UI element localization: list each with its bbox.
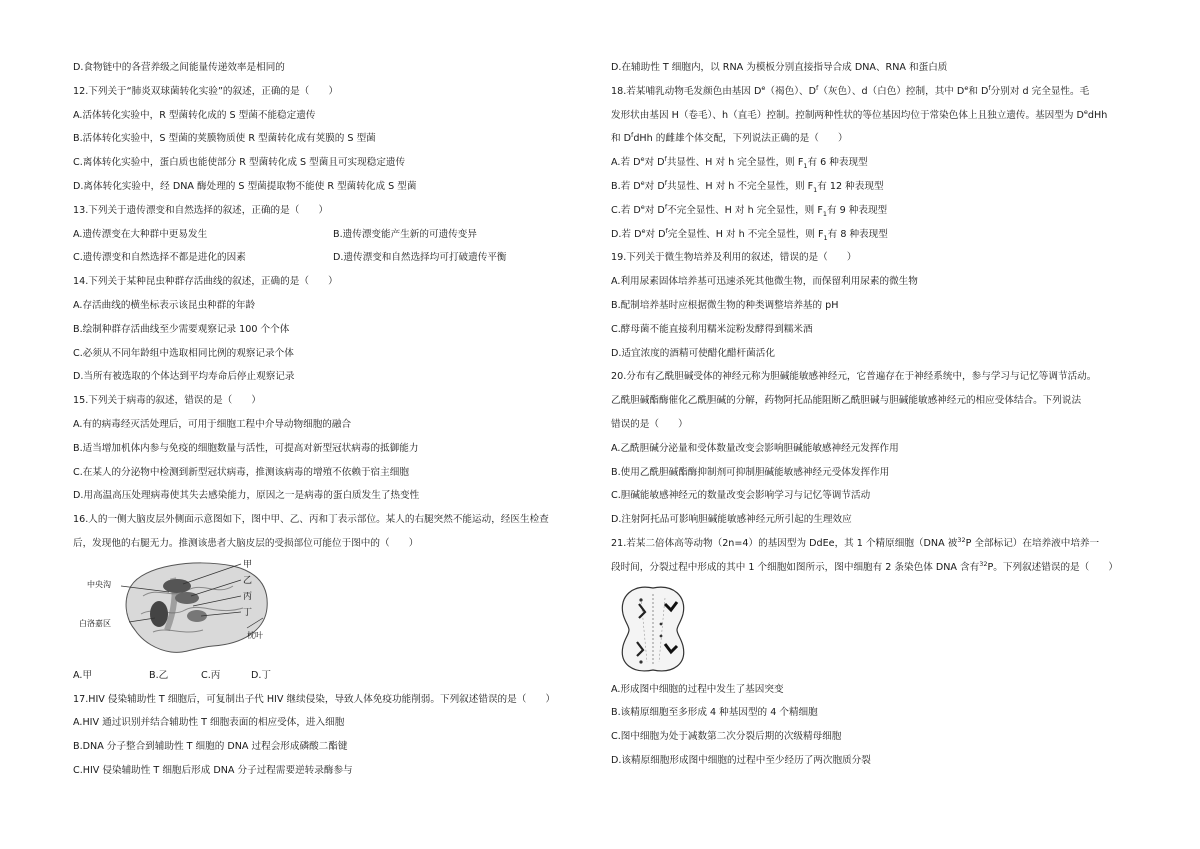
question-20-stem-line-1: 20.分布有乙酰胆碱受体的神经元称为胆碱能敏感神经元，它普遍存在于神经系统中，参与学习与记忆等调节活动。 bbox=[611, 371, 1097, 383]
q17-option-c: C.HIV 侵染辅助性 T 细胞后形成 DNA 分子过程需要逆转录酶参与 bbox=[73, 764, 353, 776]
region-jia bbox=[163, 579, 191, 593]
q18-text: 18.若某哺乳动物毛发颜色由基因 D bbox=[611, 85, 762, 97]
q18-option-c bbox=[611, 199, 1133, 223]
question-18-stem-line-2 bbox=[611, 104, 1133, 128]
label-jia: 甲 bbox=[243, 559, 253, 570]
label-yi: 乙 bbox=[243, 575, 253, 586]
q21-option-c: C.图中细胞为处于减数第二次分裂后期的次级精母细胞 bbox=[611, 731, 842, 743]
label-baiqiang: 白洛嘉区 bbox=[79, 618, 111, 628]
sup: e bbox=[761, 83, 766, 92]
question-16-stem-line-2: 后，发现他的右腿无力。推测该患者大脑皮层的受损部位可能位于图中的（ ） bbox=[73, 537, 419, 549]
sub: 1 bbox=[822, 209, 827, 218]
sup: f bbox=[664, 155, 667, 163]
q18-text: B.若 D bbox=[611, 180, 641, 192]
sup: f bbox=[631, 131, 634, 140]
q19-option-a: A.利用尿素固体培养基可迅速杀死其他微生物，而保留利用尿素的微生物 bbox=[611, 276, 918, 288]
label-ding: 丁 bbox=[243, 607, 253, 618]
q18-text: A.若 D bbox=[611, 157, 641, 169]
q14-option-b: B.绘制种群存活曲线至少需要观察记录 100 个个体 bbox=[73, 323, 290, 335]
region-bing bbox=[150, 601, 168, 627]
q18-text: 和 D bbox=[968, 85, 989, 97]
q18-text: 共显性、H 对 h 完全显性，则 F bbox=[666, 157, 804, 169]
q18-text: 不完全显性、H 对 h 完全显性，则 F bbox=[667, 204, 823, 216]
sup: 32 bbox=[957, 535, 966, 544]
q18-text: C.若 D bbox=[611, 204, 641, 216]
sup: f bbox=[815, 83, 819, 92]
q18-text: 共显性、H 对 h 不完全显性，则 F bbox=[667, 180, 814, 192]
q12-option-a: A.活体转化实验中，R 型菌转化成的 S 型菌不能稳定遗传 bbox=[73, 109, 316, 121]
q15-option-d: D.用高温高压处理病毒使其失去感染能力，原因之一是病毒的蛋白质发生了热变性 bbox=[73, 490, 420, 502]
q15-option-a: A.有的病毒经灭活处理后，可用于细胞工程中介导动物细胞的融合 bbox=[73, 418, 352, 430]
q18-option-d bbox=[611, 223, 1133, 247]
question-13-stem: 13.下列关于遗传漂变和自然选择的叙述，正确的是（ ） bbox=[73, 204, 329, 216]
sup: f bbox=[664, 178, 667, 187]
question-21-stem-line-2 bbox=[611, 556, 1133, 580]
cell-diagram bbox=[611, 580, 731, 678]
question-21-stem-line-1 bbox=[611, 532, 1133, 556]
q14-option-d: D.当所有被选取的个体达到平均寿命后停止观察记录 bbox=[73, 371, 295, 383]
q18-text: （灰色）、d（白色）控制，其中 D bbox=[818, 85, 965, 97]
q21-text: 21.若某二倍体高等动物（2n=4）的基因型为 DdEe，其 1 个精原细胞（DNA 被 bbox=[611, 537, 958, 549]
question-20-stem-line-2: 乙酰胆碱酯酶催化乙酰胆碱的分解，药物阿托品能阻断乙酰胆碱与胆碱能敏感神经元的相应受体结合。下列说法 bbox=[611, 395, 1082, 407]
q20-option-d: D.注射阿托品可影响胆碱能敏感神经元所引起的生理效应 bbox=[611, 514, 852, 526]
sup: 32 bbox=[979, 559, 988, 568]
label-zhongyang: 中央沟 bbox=[87, 579, 111, 589]
q21-option-d: D.该精原细胞形成图中细胞的过程中至少经历了两次胞质分裂 bbox=[611, 754, 871, 766]
q13-option-d: D.遗传漂变和自然选择均可打破遗传平衡 bbox=[333, 252, 507, 264]
q12-option-d: D.离体转化实验中，经 DNA 酶处理的 S 型菌提取物不能使 R 型菌转化成 S 型菌 bbox=[73, 180, 417, 192]
question-20-stem-line-3: 错误的是（ ） bbox=[611, 418, 688, 430]
q12-option-c: C.离体转化实验中，蛋白质也能使部分 R 型菌转化成 S 型菌且可实现稳定遗传 bbox=[73, 157, 406, 169]
q16-options bbox=[73, 664, 593, 688]
brain-diagram bbox=[73, 556, 333, 664]
question-15-stem: 15.下列关于病毒的叙述，错误的是（ ） bbox=[73, 395, 261, 407]
q18-text: 有 8 种表现型 bbox=[827, 228, 888, 240]
gene-mark bbox=[660, 634, 663, 637]
sup: f bbox=[664, 202, 668, 211]
q18-text: 有 6 种表现型 bbox=[807, 157, 868, 169]
question-18-stem-line-1 bbox=[611, 80, 1133, 104]
q17-option-b: B.DNA 分子整合到辅助性 T 细胞的 DNA 过程会形成磷酸二酯键 bbox=[73, 741, 348, 753]
q18-text: （褐色）、D bbox=[765, 85, 816, 97]
gene-mark bbox=[639, 660, 642, 663]
q18-text: 有 9 种表现型 bbox=[826, 204, 888, 216]
q18-text: 发形状由基因 H（卷毛）、h（直毛）控制。控制两种性状的等位基因均位于常染色体上且独立遗传。基因型为 D bbox=[611, 109, 1084, 121]
q14-option-c: C.必须从不同年龄组中选取相同比例的观察记录个体 bbox=[73, 347, 294, 359]
sub: 1 bbox=[803, 162, 808, 171]
q19-option-c: C.酵母菌不能直接利用糯米淀粉发酵得到糯米酒 bbox=[611, 323, 813, 335]
q18-text: 对 D bbox=[645, 228, 666, 240]
q16-option-b: B.乙 bbox=[149, 669, 169, 681]
sub: 1 bbox=[813, 185, 818, 194]
q18-text: 对 D bbox=[644, 204, 665, 216]
gene-mark bbox=[639, 598, 642, 601]
sup: f bbox=[665, 226, 668, 235]
q20-option-c: C.胆碱能敏感神经元的数量改变会影响学习与记忆等调节活动 bbox=[611, 490, 871, 502]
q13-options-row-1 bbox=[73, 223, 593, 247]
label-zhenye: 枕叶 bbox=[247, 630, 263, 640]
sup: e bbox=[964, 83, 969, 92]
q15-option-c: C.在某人的分泌物中检测到新型冠状病毒，推测该病毒的增殖不依赖于宿主细胞 bbox=[73, 466, 409, 478]
q21-text: P 全部标记）在培养液中培养一 bbox=[965, 537, 1100, 549]
q15-option-b: B.适当增加机体内参与免疫的细胞数量与活性，可提高对新型冠状病毒的抵御能力 bbox=[73, 442, 419, 454]
dividing-cell-figure bbox=[611, 580, 1133, 678]
q18-text: 对 D bbox=[644, 180, 665, 192]
q13-option-b: B.遗传漂变能产生新的可遗传变异 bbox=[333, 228, 477, 240]
q18-text: 有 12 种表现型 bbox=[817, 180, 884, 192]
q19-option-d: D.适宜浓度的酒精可使醋化醋杆菌活化 bbox=[611, 347, 775, 359]
q14-option-a: A.存活曲线的横坐标表示该昆虫种群的年龄 bbox=[73, 299, 256, 311]
q17-option-d: D.在辅助性 T 细胞内，以 RNA 为模板分别直接指导合成 DNA、RNA 和蛋白质 bbox=[611, 62, 948, 73]
q18-text: D.若 D bbox=[611, 228, 642, 240]
q13-options-row-2 bbox=[73, 246, 593, 270]
q13-option-c: C.遗传漂变和自然选择不都是进化的因素 bbox=[73, 252, 246, 264]
sup: e bbox=[1083, 107, 1088, 116]
q21-option-b: B.该精原细胞至多形成 4 种基因型的 4 个精细胞 bbox=[611, 707, 818, 719]
sup: e bbox=[640, 155, 645, 163]
q21-text: 段时间，分裂过程中形成的其中 1 个细胞如图所示，图中细胞有 2 条染色体 DNA 含有 bbox=[611, 561, 980, 573]
sup: e bbox=[640, 178, 645, 187]
right-column bbox=[611, 56, 1133, 773]
question-19-stem: 19.下列关于微生物培养及利用的叙述，错误的是（ ） bbox=[611, 252, 857, 264]
left-column bbox=[73, 56, 593, 783]
q18-text: 完全显性、H 对 h 不完全显性，则 F bbox=[667, 228, 824, 240]
question-14-stem: 14.下列关于某种昆虫种群存活曲线的叙述，正确的是（ ） bbox=[73, 276, 338, 288]
q12-option-b: B.活体转化实验中，S 型菌的荚膜物质使 R 型菌转化成有荚膜的 S 型菌 bbox=[73, 133, 376, 145]
q18-text: 对 D bbox=[644, 157, 665, 169]
q18-option-a bbox=[611, 151, 1133, 175]
q21-option-a: A.形成图中细胞的过程中发生了基因突变 bbox=[611, 683, 784, 695]
question-12-stem: 12.下列关于“肺炎双球菌转化实验”的叙述，正确的是（ ） bbox=[73, 85, 339, 97]
region-yi bbox=[175, 592, 199, 604]
q18-text: dHh 的雌雄个体交配，下列说法正确的是（ ） bbox=[633, 133, 848, 145]
q17-option-a: A.HIV 通过识别并结合辅助性 T 细胞表面的相应受体，进入细胞 bbox=[73, 717, 345, 729]
option-line: D.食物链中的各营养级之间能量传递效率是相同的 bbox=[73, 62, 285, 73]
q19-option-b: B.配制培养基时应根据微生物的种类调整培养基的 pH bbox=[611, 299, 839, 311]
q13-option-a: A.遗传漂变在大种群中更易发生 bbox=[73, 228, 208, 240]
q18-text: 分别对 d 完全显性。毛 bbox=[990, 85, 1090, 97]
q18-text: dHh bbox=[1087, 109, 1108, 121]
sub: 1 bbox=[823, 233, 828, 242]
sup: e bbox=[641, 226, 646, 235]
sup: f bbox=[988, 83, 991, 92]
question-17-stem: 17.HIV 侵染辅助性 T 细胞后，可复制出子代 HIV 继续侵染，导致人体免疫功能削弱。下列叙述错误的是（ ） bbox=[73, 693, 556, 705]
question-18-stem-line-3 bbox=[611, 127, 1133, 151]
gene-mark bbox=[660, 622, 663, 625]
question-16-stem-line-1: 16.人的一侧大脑皮层外侧面示意图如下，图中甲、乙、丙和丁表示部位。某人的右腿突然不能运动，经医生检查 bbox=[73, 514, 549, 526]
q16-option-a: A.甲 bbox=[73, 669, 93, 681]
q20-option-b: B.使用乙酰胆碱酯酶抑制剂可抑制胆碱能敏感神经元受体发挥作用 bbox=[611, 466, 890, 478]
sup: e bbox=[640, 202, 645, 211]
q21-text: P。下列叙述错误的是（ ） bbox=[987, 561, 1119, 573]
q18-option-b bbox=[611, 175, 1133, 199]
q16-option-d: D.丁 bbox=[251, 669, 272, 681]
q16-option-c: C.丙 bbox=[201, 669, 221, 681]
q18-text: 和 D bbox=[611, 133, 632, 145]
brain-cortex-figure bbox=[73, 556, 593, 664]
q20-option-a: A.乙酰胆碱分泌量和受体数量改变会影响胆碱能敏感神经元发挥作用 bbox=[611, 442, 899, 454]
label-bing: 丙 bbox=[243, 591, 253, 602]
